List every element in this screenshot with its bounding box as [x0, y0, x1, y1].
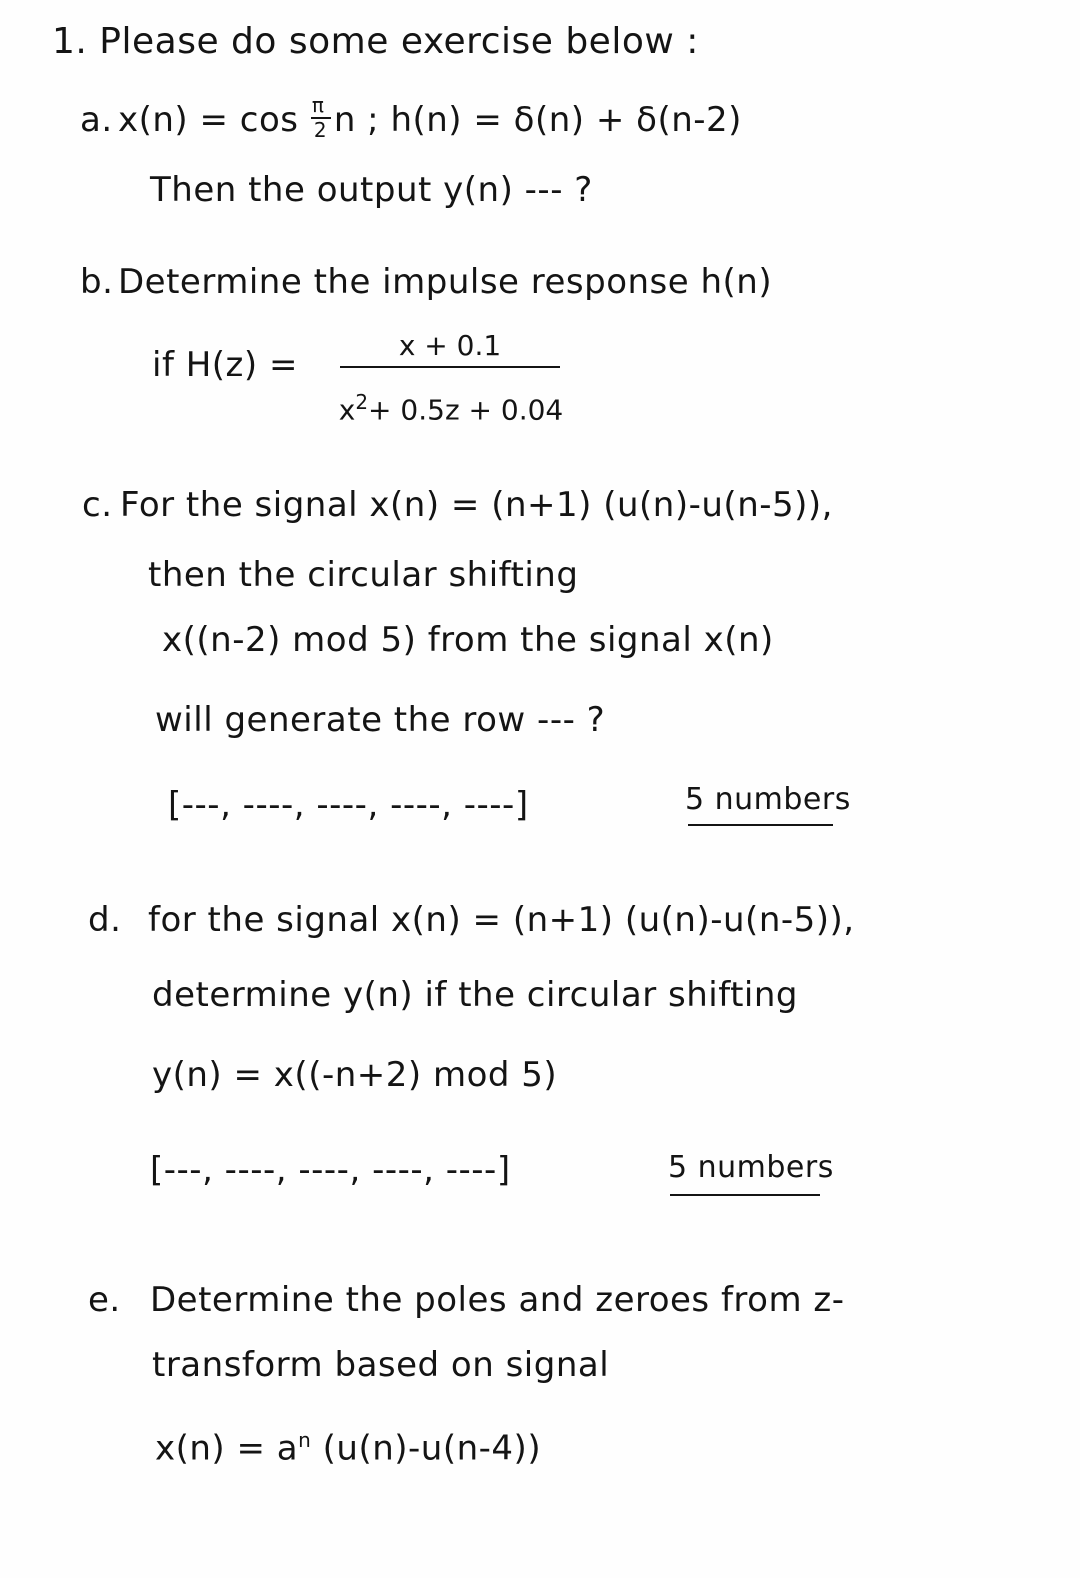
question-c-line4: will generate the row --- ?	[155, 700, 606, 740]
question-b-text: Determine the impulse response h(n)	[118, 262, 773, 302]
question-a-expr-post: n ; h(n) = δ(n) + δ(n-2)	[333, 100, 742, 140]
question-e-label: e.	[88, 1280, 121, 1320]
transfer-denominator	[336, 386, 566, 426]
question-a-line2: Then the output y(n) --- ?	[150, 170, 593, 210]
question-e-line1	[88, 1280, 845, 1320]
question-d-note: 5 numbers	[668, 1150, 834, 1185]
question-c-label: c.	[82, 485, 113, 525]
question-c-text1: For the signal x(n) = (n+1) (u(n)-u(n-5)),	[120, 485, 833, 525]
question-d-answer-row: [---, ----, ----, ----, ----]	[150, 1150, 511, 1190]
page-title: 1. Please do some exercise below :	[52, 21, 699, 62]
question-c-line3: x((n-2) mod 5) from the signal x(n)	[162, 620, 774, 660]
question-d-note-underline	[670, 1194, 820, 1196]
question-c-note-underline	[688, 824, 833, 826]
question-e-expr-pre: x(n) = a	[155, 1428, 299, 1469]
question-c-line2: then the circular shifting	[148, 555, 579, 595]
question-d-line2: determine y(n) if the circular shifting	[152, 975, 798, 1015]
pi-symbol: π	[311, 93, 325, 117]
question-e-line3	[155, 1420, 541, 1468]
question-a-expr-pre: x(n) = cos	[118, 100, 310, 140]
question-a-label: a.	[80, 100, 113, 140]
question-e-line2: transform based on signal	[152, 1345, 610, 1385]
question-e-text1: Determine the poles and zeroes from z-	[150, 1280, 845, 1320]
question-e-expr-post: (u(n)-u(n-4))	[311, 1428, 542, 1469]
question-a-line1	[80, 93, 742, 142]
question-e-exponent: n	[298, 1428, 312, 1452]
fraction-denominator: 2	[313, 118, 328, 142]
question-d-label: d.	[88, 900, 122, 940]
denominator-base: x	[338, 393, 356, 427]
transfer-fraction-bar	[340, 366, 560, 368]
question-d-line1	[88, 900, 855, 940]
pi-over-two-fraction	[310, 93, 334, 142]
question-d-text1: for the signal x(n) = (n+1) (u(n)-u(n-5)),	[148, 900, 855, 940]
question-c-line1	[82, 485, 833, 525]
question-b-if-text: if H(z) =	[152, 345, 298, 385]
question-b-label: b.	[80, 262, 114, 302]
transfer-numerator: x + 0.1	[398, 329, 502, 362]
question-b-line1	[80, 262, 772, 302]
question-c-answer-row: [---, ----, ----, ----, ----]	[168, 785, 529, 825]
denominator-rest: + 0.5z + 0.04	[368, 393, 564, 427]
question-c-note: 5 numbers	[685, 782, 851, 817]
question-d-line3: y(n) = x((-n+2) mod 5)	[152, 1055, 558, 1095]
denominator-exponent: 2	[355, 390, 369, 414]
